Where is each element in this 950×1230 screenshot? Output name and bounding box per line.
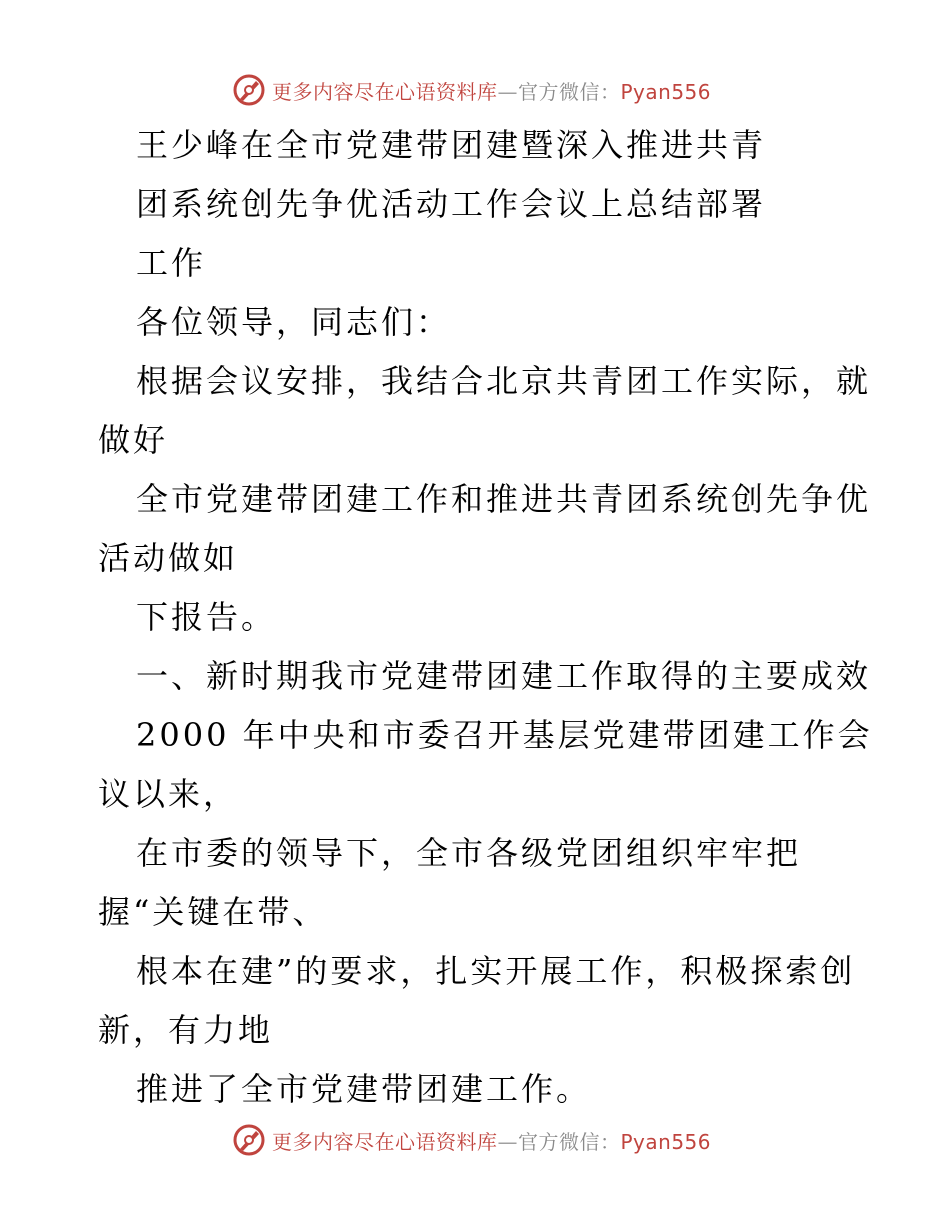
paragraph-line: 在市委的领导下，全市各级党团组织牢牢把 <box>136 834 802 872</box>
title-line: 工作 <box>136 244 207 282</box>
brand-logo-icon <box>232 73 266 107</box>
footer-brand: 更多内容尽在心语资料库 <box>272 1129 498 1154</box>
header-separator: — <box>497 79 518 104</box>
paragraph-line: 2000 年中央和市委召开基层党建带团建工作会 <box>136 716 873 754</box>
paragraph-line: 下报告。 <box>136 598 277 636</box>
paragraph-line: 全市党建带团建工作和推进共青团系统创先争优 <box>136 480 872 518</box>
footer-account: Pyan556 <box>620 1129 712 1154</box>
paragraph-line: 活动做如 <box>98 539 239 577</box>
header-text <box>272 76 711 105</box>
paragraph-line: 根本在建”的要求，扎实开展工作，积极探索创 <box>136 952 856 990</box>
header-banner <box>232 72 711 108</box>
paragraph-line: 新，有力地 <box>98 1011 274 1049</box>
header-account: Pyan556 <box>620 79 712 104</box>
title-line: 王少峰在全市党建带团建暨深入推进共青 <box>136 126 767 164</box>
footer-banner <box>232 1122 711 1158</box>
salutation-line: 各位领导，同志们： <box>136 303 452 341</box>
paragraph-line: 议以来， <box>98 775 239 813</box>
title-line: 团系统创先争优活动工作会议上总结部署 <box>136 185 767 223</box>
footer-label: 官方微信： <box>518 1129 621 1154</box>
header-brand: 更多内容尽在心语资料库 <box>272 79 498 104</box>
footer-separator: — <box>497 1129 518 1154</box>
paragraph-line: 握“关键在带、 <box>98 893 328 931</box>
paragraph-line: 做好 <box>98 421 169 459</box>
paragraph-line: 推进了全市党建带团建工作。 <box>136 1070 592 1108</box>
header-label: 官方微信： <box>518 79 621 104</box>
section-heading: 一、新时期我市党建带团建工作取得的主要成效 <box>136 657 872 695</box>
paragraph-line: 根据会议安排，我结合北京共青团工作实际，就 <box>136 362 872 400</box>
brand-logo-icon <box>232 1123 266 1157</box>
footer-text <box>272 1126 711 1155</box>
